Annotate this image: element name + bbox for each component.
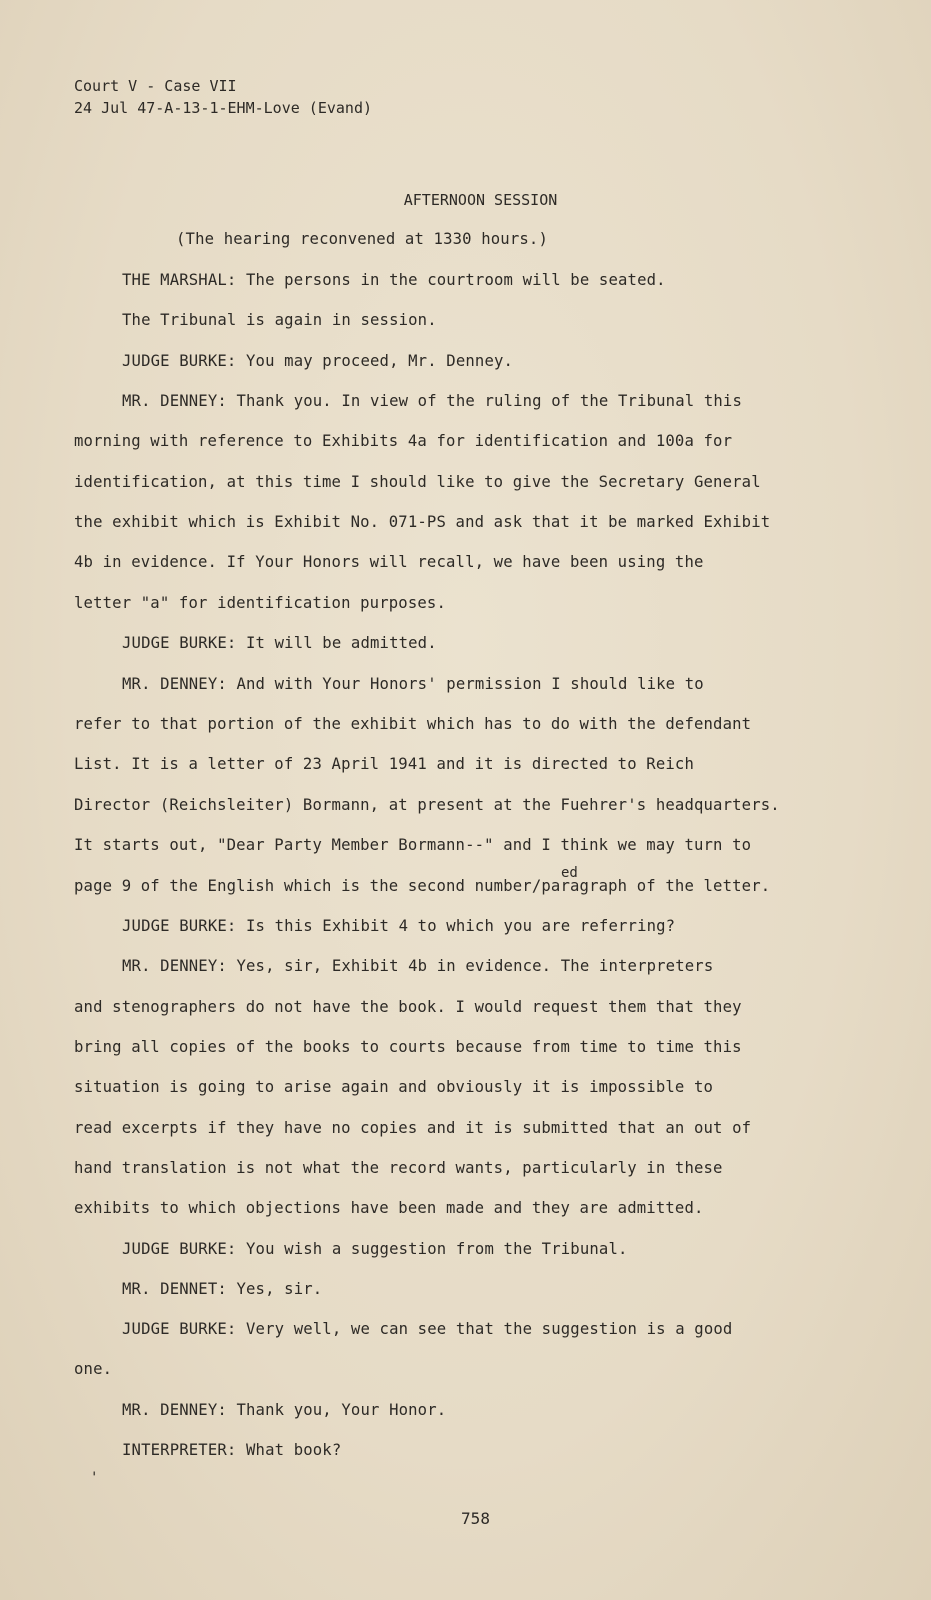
text-line: bring all copies of the books to courts because from time to time this bbox=[74, 1038, 742, 1056]
case-header-line-2: 24 Jul 47-A-13-1-EHM-Love (Evand) bbox=[74, 99, 373, 117]
margin-mark: ' bbox=[90, 1470, 99, 1486]
text-line: THE MARSHAL: The persons in the courtroom will be seated. bbox=[122, 271, 666, 289]
text-line: 4b in evidence. If Your Honors will recall, we have been using the bbox=[74, 553, 704, 571]
text-line: JUDGE BURKE: Very well, we can see that the suggestion is a good bbox=[122, 1320, 733, 1338]
text-line: MR. DENNET: Yes, sir. bbox=[122, 1280, 323, 1298]
session-title: AFTERNOON SESSION bbox=[403, 191, 558, 209]
text-line: situation is going to arise again and obviously it is impossible to bbox=[74, 1078, 714, 1096]
text-line: hand translation is not what the record wants, particularly in these bbox=[74, 1159, 723, 1177]
text-line: MR. DENNEY: Thank you, Your Honor. bbox=[122, 1401, 447, 1419]
text-line: morning with reference to Exhibits 4a for identification and 100a for bbox=[74, 432, 733, 450]
text-line: MR. DENNEY: And with Your Honors' permission I should like to bbox=[122, 675, 704, 693]
text-line: page 9 of the English which is the second number/paragraph of the letter. bbox=[74, 877, 771, 895]
text-line: INTERPRETER: What book? bbox=[122, 1441, 342, 1459]
page-number: 758 bbox=[461, 1509, 490, 1528]
text-line: and stenographers do not have the book. I would request them that they bbox=[74, 998, 742, 1016]
text-line: List. It is a letter of 23 April 1941 and it is directed to Reich bbox=[74, 755, 694, 773]
text-line: (The hearing reconvened at 1330 hours.) bbox=[176, 230, 548, 248]
text-line: read excerpts if they have no copies and it is submitted that an out of bbox=[74, 1119, 752, 1137]
text-line: Director (Reichsleiter) Bormann, at present at the Fuehrer's headquarters. bbox=[74, 796, 780, 814]
text-line: identification, at this time I should like to give the Secretary General bbox=[74, 473, 761, 491]
text-line: It starts out, "Dear Party Member Bormann--" and I think we may turn to bbox=[74, 836, 752, 854]
case-header bbox=[74, 75, 372, 119]
text-line: JUDGE BURKE: You may proceed, Mr. Denney. bbox=[122, 352, 514, 370]
text-line: The Tribunal is again in session. bbox=[122, 311, 437, 329]
text-line: refer to that portion of the exhibit which has to do with the defendant bbox=[74, 715, 752, 733]
text-line: one. bbox=[74, 1360, 113, 1378]
text-line: MR. DENNEY: Thank you. In view of the ruling of the Tribunal this bbox=[122, 392, 742, 410]
text-line: the exhibit which is Exhibit No. 071-PS and ask that it be marked Exhibit bbox=[74, 513, 771, 531]
text-line: JUDGE BURKE: Is this Exhibit 4 to which you are referring? bbox=[122, 917, 676, 935]
text-line: MR. DENNEY: Yes, sir, Exhibit 4b in evidence. The interpreters bbox=[122, 957, 714, 975]
text-line: JUDGE BURKE: It will be admitted. bbox=[122, 634, 437, 652]
handwritten-insertion: ed bbox=[561, 865, 578, 881]
text-line: letter "a" for identification purposes. bbox=[74, 594, 446, 612]
text-line: JUDGE BURKE: You wish a suggestion from the Tribunal. bbox=[122, 1240, 628, 1258]
case-header-line-1: Court V - Case VII bbox=[74, 77, 237, 95]
text-line: exhibits to which objections have been made and they are admitted. bbox=[74, 1199, 704, 1217]
